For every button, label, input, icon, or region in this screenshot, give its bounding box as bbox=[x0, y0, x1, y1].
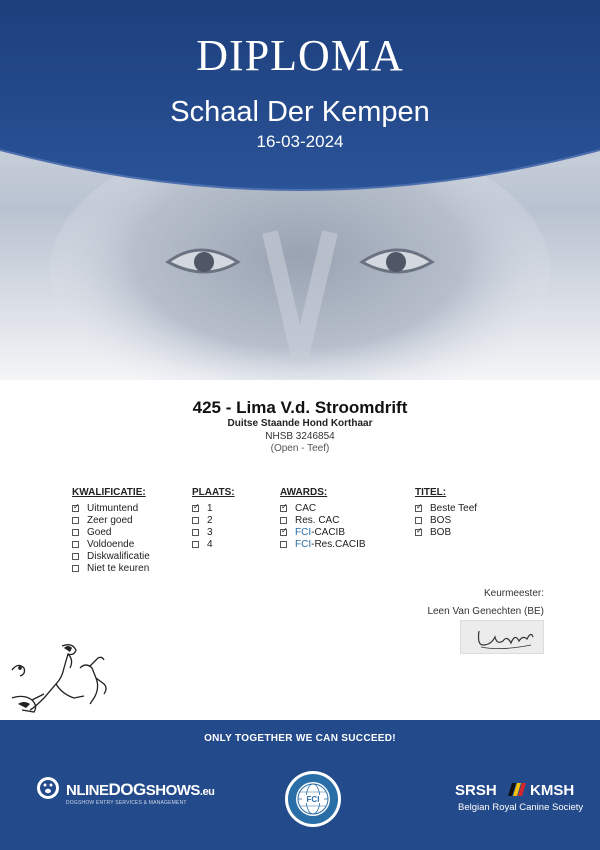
signature-icon bbox=[461, 621, 545, 655]
checkbox bbox=[72, 529, 79, 536]
titel-option bbox=[415, 514, 477, 526]
diploma-title: DIPLOMA bbox=[196, 31, 404, 80]
checkbox bbox=[280, 517, 287, 524]
dog-breed: Duitse Staande Hond Korthaar bbox=[227, 418, 373, 429]
plaats-column bbox=[192, 487, 235, 550]
titel-option bbox=[415, 526, 477, 538]
checkbox-checked bbox=[72, 505, 79, 512]
option-label: Beste Teef bbox=[430, 502, 478, 514]
awards-heading: AWARDS: bbox=[280, 487, 328, 498]
kwalificatie-option bbox=[72, 514, 150, 526]
plaats-option bbox=[192, 502, 235, 514]
checkbox-checked bbox=[415, 505, 422, 512]
option-label: BOB bbox=[430, 526, 452, 538]
checkbox-checked bbox=[280, 505, 287, 512]
kwalificatie-option bbox=[72, 550, 150, 562]
option-label: Diskwalificatie bbox=[87, 550, 150, 562]
od-suffix: .eu bbox=[199, 786, 215, 798]
kwalificatie-option bbox=[72, 502, 150, 514]
awards-option bbox=[280, 526, 366, 538]
judge-name: Leen Van Genechten (BE) bbox=[427, 606, 544, 617]
titel-heading: TITEL: bbox=[415, 487, 447, 498]
kwalificatie-heading: KWALIFICATIE: bbox=[72, 487, 146, 498]
fci-logo-icon bbox=[284, 770, 342, 828]
show-name: Schaal Der Kempen bbox=[170, 96, 430, 128]
titel-column bbox=[415, 487, 477, 538]
plaats-option bbox=[192, 514, 235, 526]
srsh-subtitle: Belgian Royal Canine Society bbox=[458, 802, 584, 813]
checkbox-checked bbox=[415, 529, 422, 536]
show-date: 16-03-2024 bbox=[256, 132, 344, 151]
titel-option bbox=[415, 502, 477, 514]
checkbox-checked bbox=[280, 529, 287, 536]
plaats-option bbox=[192, 538, 235, 550]
kwalificatie-option bbox=[72, 538, 150, 550]
option-label: Res. CAC bbox=[295, 514, 340, 526]
od-part2: DOG bbox=[108, 780, 146, 799]
onlinedogshows-tagline: DOGSHOW ENTRY SERVICES & MANAGEMENT bbox=[66, 800, 187, 806]
dog-class: (Open - Teef) bbox=[270, 443, 330, 454]
checkbox bbox=[415, 517, 422, 524]
awards-option bbox=[280, 502, 366, 514]
judge-label: Keurmeester: bbox=[483, 588, 544, 599]
option-label: -CACIB bbox=[311, 526, 346, 538]
checkbox bbox=[72, 541, 79, 548]
belgian-flag-icon bbox=[508, 783, 526, 796]
option-label: 4 bbox=[207, 538, 213, 550]
kwalificatie-option bbox=[72, 562, 150, 574]
checkbox bbox=[72, 553, 79, 560]
option-label: Zeer goed bbox=[87, 514, 133, 526]
judge-signature bbox=[460, 620, 544, 654]
dog-registration: NHSB 3246854 bbox=[265, 431, 335, 442]
option-label: 3 bbox=[207, 526, 213, 538]
checkbox bbox=[280, 541, 287, 548]
option-label: BOS bbox=[430, 514, 452, 526]
option-label: Goed bbox=[87, 526, 112, 538]
checkbox bbox=[72, 517, 79, 524]
dogs-sketch-icon bbox=[4, 638, 124, 718]
option-label: CAC bbox=[295, 502, 317, 514]
fci-prefix: FCI bbox=[295, 526, 312, 538]
checkbox bbox=[192, 517, 199, 524]
option-label: Niet te keuren bbox=[87, 562, 150, 574]
awards-option bbox=[280, 514, 366, 526]
checkbox-checked bbox=[192, 505, 199, 512]
checkbox bbox=[192, 529, 199, 536]
option-label: 2 bbox=[207, 514, 213, 526]
checkbox bbox=[72, 565, 79, 572]
plaats-option bbox=[192, 526, 235, 538]
kmsh-text: KMSH bbox=[530, 782, 575, 799]
onlinedogshows-wordmark bbox=[66, 780, 214, 800]
kwalificatie-option bbox=[72, 526, 150, 538]
plaats-heading: PLAATS: bbox=[192, 487, 235, 498]
fci-text: FCI bbox=[306, 795, 320, 804]
awards-option bbox=[280, 538, 366, 550]
checkbox bbox=[192, 541, 199, 548]
option-label: -Res.CACIB bbox=[311, 538, 366, 550]
od-part3: SHOWS bbox=[145, 782, 200, 799]
dog-name: 425 - Lima V.d. Stroomdrift bbox=[192, 398, 408, 417]
footer-slogan: ONLY TOGETHER WE CAN SUCCEED! bbox=[204, 733, 396, 744]
awards-column bbox=[280, 487, 366, 550]
od-part1: NLINE bbox=[66, 782, 109, 799]
option-label: 1 bbox=[207, 502, 213, 514]
fci-prefix: FCI bbox=[295, 538, 312, 550]
option-label: Uitmuntend bbox=[87, 502, 139, 514]
kwalificatie-column bbox=[72, 487, 150, 574]
option-label: Voldoende bbox=[87, 538, 135, 550]
srsh-text: SRSH bbox=[455, 782, 497, 799]
